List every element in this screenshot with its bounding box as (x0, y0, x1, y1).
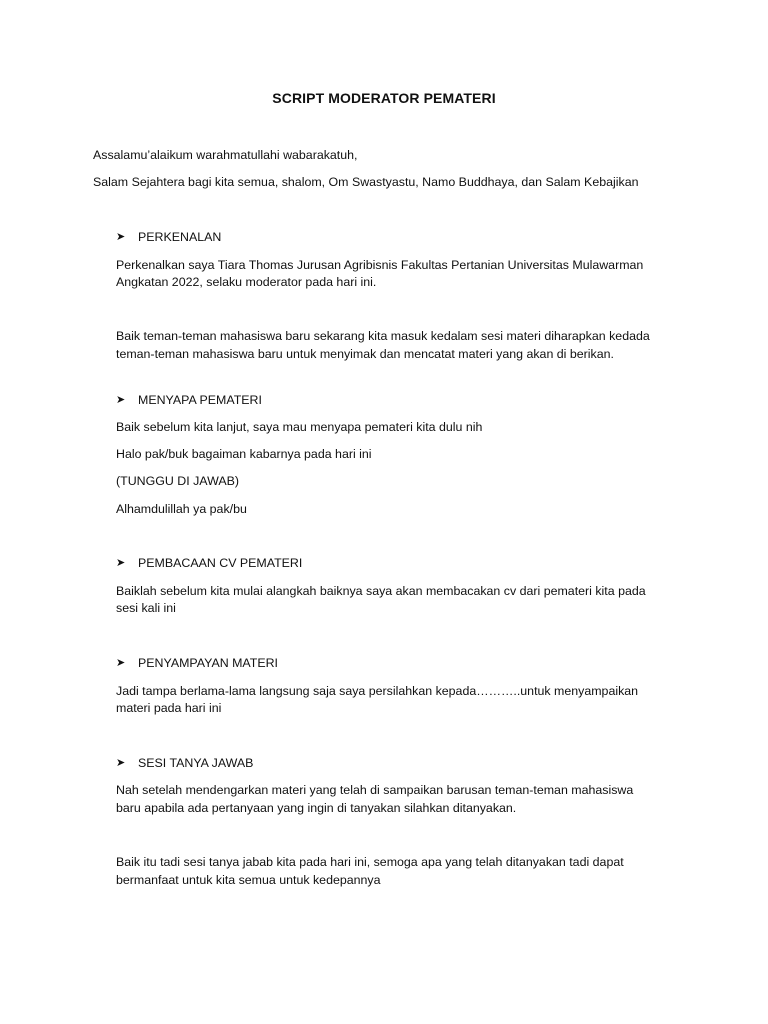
paragraph-line: Baik teman-teman mahasiswa baru sekarang kita masuk kedalam sesi materi diharapkan kedada (116, 329, 650, 343)
paragraph-line: Perkenalkan saya Tiara Thomas Jurusan Agribisnis Fakultas Pertanian Universitas Mulawarman (116, 258, 644, 272)
section-heading-penyampayan-materi (116, 654, 278, 672)
paragraph-line: Nah setelah mendengarkan materi yang telah di sampaikan barusan teman-teman mahasiswa (116, 783, 634, 797)
paragraph-line: teman-teman mahasiswa baru untuk menyimak dan mencatat materi yang akan di berikan. (116, 347, 614, 361)
arrowhead-bullet-icon: ➤ (116, 656, 126, 669)
section-heading-text: MENYAPA PEMATERI (138, 393, 262, 407)
section-heading-text: PEMBACAAN CV PEMATERI (138, 556, 303, 570)
section-heading-sesi-tanya-jawab (116, 754, 253, 772)
greeting-line-1: Assalamu’alaikum warahmatullahi wabarakatuh, (93, 148, 358, 162)
arrowhead-bullet-icon: ➤ (116, 756, 126, 769)
paragraph-line: Angkatan 2022, selaku moderator pada hari ini. (116, 275, 377, 289)
paragraph-line: Jadi tampa berlama-lama langsung saja saya persilahkan kepada………..untuk menyampaikan (116, 684, 639, 698)
section-heading-text: PENYAMPAYAN MATERI (138, 656, 278, 670)
section-heading-menyapa-pemateri (116, 391, 262, 409)
page-title: SCRIPT MODERATOR PEMATERI (272, 90, 496, 106)
section-heading-text: SESI TANYA JAWAB (138, 756, 254, 770)
section-heading-pembacaan-cv (116, 554, 302, 572)
greeting-line-2: Salam Sejahtera bagi kita semua, shalom, Om Swastyastu, Namo Buddhaya, dan Salam Kebajikan (93, 175, 639, 189)
arrowhead-bullet-icon: ➤ (116, 556, 126, 569)
section-heading-text: PERKENALAN (138, 230, 222, 244)
paragraph-line: Baik itu tadi sesi tanya jabab kita pada hari ini, semoga apa yang telah ditanyakan tadi dapat (116, 855, 624, 869)
paragraph-line: materi pada hari ini (116, 701, 222, 715)
paragraph-line: bermanfaat untuk kita semua untuk kedepannya (116, 873, 381, 887)
paragraph-line: Alhamdulillah ya pak/bu (116, 502, 247, 516)
arrowhead-bullet-icon: ➤ (116, 393, 126, 406)
paragraph-line: (TUNGGU DI JAWAB) (116, 474, 239, 488)
arrowhead-bullet-icon: ➤ (116, 230, 126, 243)
paragraph-line: Baiklah sebelum kita mulai alangkah baiknya saya akan membacakan cv dari pemateri kita pada (116, 584, 646, 598)
paragraph-line: baru apabila ada pertanyaan yang ingin di tanyakan silahkan ditanyakan. (116, 801, 517, 815)
paragraph-line: Baik sebelum kita lanjut, saya mau menyapa pemateri kita dulu nih (116, 420, 483, 434)
section-heading-perkenalan (116, 228, 221, 246)
paragraph-line: Halo pak/buk bagaiman kabarnya pada hari ini (116, 447, 372, 461)
paragraph-line: sesi kali ini (116, 601, 176, 615)
